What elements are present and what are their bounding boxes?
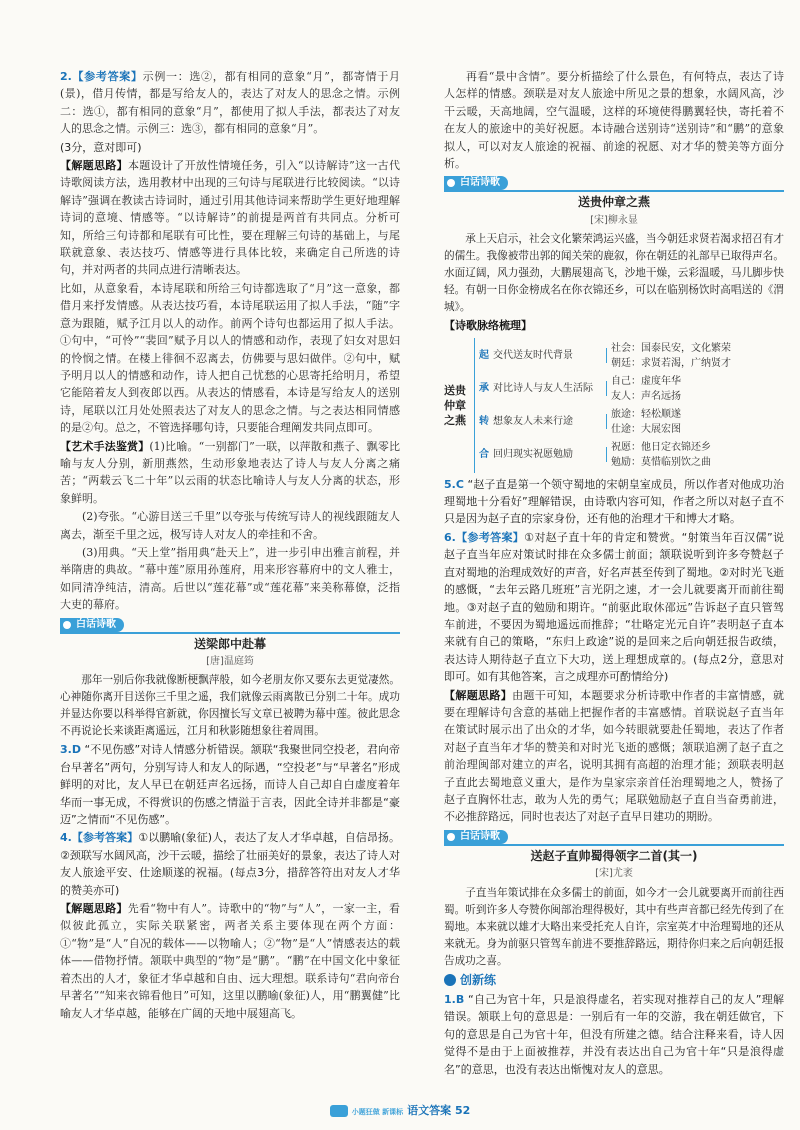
- jieti-1: [60, 157, 400, 279]
- page-footer: [300, 1102, 500, 1118]
- bullet-icon: [63, 621, 71, 629]
- section-bar-3: [444, 830, 784, 846]
- q5-body: “赵子直是第一个领守蜀地的宋朝皇室成员，所以作者对他成功治理蜀地十分看好”理解错误，由诗歌内容可知，作者之所以对赵子直不只是因为赵子直的宗家身份，还有他的治理才干和博大才略。: [444, 477, 785, 526]
- left-column: [60, 68, 400, 1023]
- branch-key: 转: [479, 416, 489, 428]
- footer-brand: 小题狂做 新课标: [351, 1108, 404, 1116]
- art-head: 【艺术手法鉴赏】: [60, 439, 150, 453]
- mind-map-root: 送贵仲章之燕: [444, 383, 466, 427]
- branch-text: 想象友人未来行途: [493, 414, 607, 429]
- innovation-icon: [444, 974, 456, 986]
- q1-head: 1.B: [444, 993, 465, 1006]
- right-column: [444, 68, 784, 1079]
- q2-note: (3分，意对即可): [60, 140, 142, 154]
- section-bar-2: [444, 176, 784, 192]
- q5-head: 5.C: [444, 477, 464, 491]
- bullet-icon: [447, 833, 455, 841]
- jieti-1-body: 本题设计了开放性情境任务，引入“以诗解诗”这一古代诗歌阅读方法，选用教材中出现的三句诗与尾联进行比较阅读。“以诗解诗”强调在教读古诗词时，通过引用其他诗词来帮助学生更好地理解诗词的意境、情感等。“以诗解诗”的前提是两首有共同点。分析可知，所给三句诗都和尾联有可比性，要在理解三句诗的基础上，与尾联就意象、表达技巧、情感等进行具体比较，来确定自己所选的诗句，并对两者的共同点进行清晰表达。: [60, 159, 400, 277]
- section-tag-1: 白话诗歌: [60, 618, 124, 632]
- q4-head: 4.【参考答案】: [60, 831, 139, 845]
- mind-map-head: 【诗歌脉络梳理】: [444, 319, 532, 333]
- q4-answer: [60, 829, 400, 899]
- jieti-1-head: 【解题思路】: [60, 159, 128, 173]
- analysis-para: 比如，从意象看，本诗尾联和所给三句诗都选取了“月”这一意象，都借月来抒发情感。从表达技巧看，本诗尾联运用了拟人手法，“随”字意为跟随，赋予江月以人的动作。前两个诗句也都运用了拟人手法。①句中，“可怜”“裴回”赋予月以人的情感和动作，表现了妇女对思妇的怜悯之情。在楼上徘徊不忍离去，仿佛要与思妇做伴。②句中，赋予明月以人的情感和动作，诗人把自己忧愁的心思寄托给明月，希望它能陪着友人到夜郎以西。从表达的情感看，本诗是写给友人的送别诗，尾联以江月处处照表达了对友人的思念之情。与之表达相同情感的是②句。总之，不管选择哪句诗，只要能合理阐发共同点即可。: [60, 281, 400, 435]
- mind-map: [444, 338, 784, 473]
- q1-body: “自己为官十年，只是浪得虚名，若实现对推荐自己的友人”理解错误。颔联上句的意思是：一别后有一年的交游，我在朝廷做官，下句的意思是自己为官十年，但没有所建之德。结合注释来看，诗人因觉得不是由于上面被推荐，并没有表达出自己为官十年“只是浪得虚名”的意思，也没有表达出惭愧对友人的意思。: [444, 993, 784, 1076]
- q3-answer: [60, 741, 400, 828]
- page-number: 52: [454, 1104, 471, 1117]
- section-tag-2: 白话诗歌: [444, 176, 508, 190]
- scene-analysis: 再看“景中含情”。要分析描绘了什么景色，有何特点，表达了诗人怎样的情感。颈联是对友人旅途中所见之景的想象，水阔风高，沙干云暖，天高地阔，空气温暖，这样的环境使得鹏翼轻快，寄托着不在友人的旅途中的美好祝愿。本诗融合送别诗“送别诗”和“鹏”的意象拟人，可以对友人旅途的祝福、前途的祝愿、对才华的赞美等方面分析。: [444, 70, 784, 171]
- q6-body: ①对赵子直十年的肯定和赞赏。“射策当年百汉儒”说赵子直当年应对策试时排在众多儒士前面；颔联说听到许多夸赞赵子直对蜀地的治理成效好的声音，好名声甚至传到了蜀地。②对时光飞逝的感慨，“去年云路几班班”言光阴之速，才一会儿就要离开而前往蜀地。③对赵子直的勉励和期许。“前驱此取休邵远”告诉赵子直只管驾车前进，不要因为蜀地遥远而推辞；“壮略定光元自许”表明赵子直本来就有自己的策略，“东归上政途”说的是回来之后向朝廷报告政绩，表达诗人期待赵子直立下大功，送上理想成章的。(每点2分，意思对即可。如有其他答案，言之成理亦可酌情给分): [444, 530, 784, 684]
- mind-branch: [479, 440, 784, 470]
- branch-leaves: 祝愿：他日定衣锦还乡 勉励：莫惜临别饮之曲: [611, 441, 711, 468]
- poem-3-title: 送赵子直帅蜀得领字二首(其一): [530, 848, 698, 863]
- branch-leaves: 自己：虚度年华 友人：声名远扬: [611, 375, 681, 402]
- jieti-2: [60, 900, 400, 1022]
- poem-1-author: [唐]温庭筠: [206, 656, 254, 667]
- branch-text: 交代送友时代背景: [493, 348, 607, 363]
- footer-label: 语文答案: [407, 1104, 452, 1117]
- jieti-3-body: 由题干可知，本题要求分析诗歌中作者的丰富情感，就要在理解诗句含意的基础上把握作者的丰富感情。首联说赵子直当年在策试时展示出了出众的才华，如今转眼就要赴任蜀地，表达了作者对赵子直当年才华的赞美和对时光飞逝的感慨；颔联追溯了赵子直之前治理闽部对建立的声名，说明其拥有高超的治理才能；颈联表明赵子直此去蜀地意义重大，是作为皇家宗亲首任治理蜀地之人，赞扬了赵子直胸怀壮志，敢为人先的勇气；尾联勉励赵子直自当奋勇前进，不必推辞路远，同时也表达了对赵子直早日建功的期盼。: [444, 688, 785, 824]
- mascot-icon: [330, 1105, 348, 1117]
- poem-1-title: 送梁郎中赴幕: [193, 636, 266, 651]
- branch-leaves: 旅途：轻松顺遂 仕途：大展宏图: [611, 408, 681, 435]
- branch-key: 合: [479, 449, 489, 461]
- mind-map-branches: [474, 338, 784, 473]
- poem-3-author: [宋]尤袤: [595, 868, 633, 880]
- art-3: (3)用典。“天上堂”指用典“赴天上”，进一步引申出雅言前程，并举隋唐的典故。“幕中莲”原用孙莲府，用来形容幕府中的文人雅士，如同清净纯洁，清高。后世以“莲花幕”或“莲花幕”来美称幕僚，泛指大吏的幕府。: [60, 545, 400, 612]
- jieti-2-body: 先看“物中有人”。诗歌中的“物”与“人”，一家一主，看似彼此孤立，实际关联紧密，两者关系主要体现在两个方面：①“物”是“人”自况的载体——以物喻人；②“物”是“人”情感表达的载体——借物抒情。颔联中典型的“物”是“鹏”。“鹏”在中国文化中象征着杰出的人才，象征才华卓越和自由、远大理想。联系诗句“君向帝台早著名”“知来衣锦看他日”可知，这里以鹏喻(象征)人，用“鹏翼健”比喻友人才华卓越，能够在广阔的天地中展翅高飞。: [60, 902, 400, 1020]
- section-tag-3: 白话诗歌: [444, 830, 508, 844]
- innovation-heading: 创新练: [444, 972, 784, 989]
- art-appreciation: [60, 438, 400, 508]
- q1-answer: [444, 991, 784, 1078]
- q5-answer: [444, 476, 784, 528]
- poem-3-text: 子直当年策试排在众多儒士的前面，如今才一会儿就要离开而前往西蜀。听到许多人夸赞你闽部治理得极好，其中有些声音都已经先传到了在蜀地。本来就以雄才大略出来受托充人自许，宗室英才中治理蜀地的还从来就无。身为前驱只管驾车前进不要推辞路远，期待你归来之后向朝廷报告成功之喜。: [444, 886, 784, 967]
- q2-body: 示例一：选②，都有相同的意象“月”，都寄情于月(景)，借月传情，都是写给友人的，表达了对友人的思念之情。示例二：选①，都有相同的意象“月”，都使用了拟人手法，都表达了对友人的思念之情。示例三：选③，都有相同的意象“月”。: [60, 70, 400, 136]
- art-1: (1)比喻。“一别都门”一联，以萍散和燕子、飘零比喻与友人分别，新朋燕然，生动形象地表达了诗人与友人分离之痛苦；“两载云飞二十年”以云雨的状态比喻诗人与友人分离的状态，形象鲜明。: [60, 439, 401, 505]
- q6-answer: [444, 529, 784, 686]
- branch-text: 对比诗人与友人生活际: [493, 381, 607, 396]
- poem-1-text: 那年一别后你我就像断梗飘萍般，如今老朋友你又要东去更觉凄然。心神随你离开目送你三千里之遥，我们就像云雨离散已分别二十年。成功并显达你要以科举得官新就，你因擅长写文章已被聘为幕中莲。彼此思念不再说论长来谈距离遥远，江月和秋影随想象往着周围。: [60, 674, 400, 738]
- branch-text: 回归现实祝愿勉励: [493, 447, 607, 462]
- q3-body: “不见伤感”对诗人情感分析错误。颔联“我聚世同空投老，君向帝台早著名”两句，分别写诗人和友人的际遇，“空投老”与“早著名”形成鲜明的对比，友人早已在朝廷声名远扬，而诗人自己却自白虚度着年华而一事无成，不得赏识的伤感之情溢于言表，因此全诗并非都是“豪迈”之情而“不见伤感”。: [60, 743, 400, 827]
- mind-branch: [479, 374, 784, 404]
- branch-key: 起: [479, 350, 489, 362]
- q2-head: 2.【参考答案】: [60, 70, 143, 83]
- mind-branch: [479, 407, 784, 437]
- jieti-3-head: 【解题思路】: [444, 688, 513, 702]
- jieti-2-head: 【解题思路】: [60, 902, 128, 916]
- jieti-3: [444, 687, 784, 826]
- q4-body: ①以鹏喻(象征)人，表达了友人才华卓越，自信昂扬。②颈联写水阔风高，沙干云暖，描绘了壮丽美好的景象，表达了诗人对友人旅途平安、仕途顺遂的祝福。(每点3分，措辞答符出对友人才华的赞美亦可): [60, 831, 400, 897]
- poem-2-text: 承上天启示，社会文化繁荣鸿运兴盛，当今朝廷求贤若渴求招召有才的儒生。我像被带出郭的闻关荣的鹿叙，你在朝廷的礼部早已取得声名。水面辽阔，风力强劲，大鹏展翅高飞，沙地干燥，云彩温暖，马儿脚步快轻。有朝一日你金榜成名在你衣锦还乡，可以在临别杨饮时高唱送的《渭城》。: [444, 233, 784, 314]
- q6-head: 6.【参考答案】: [444, 530, 525, 544]
- branch-leaves: 社会：国泰民安，文化繁荣 朝廷：求贤若渴，广纳贤才: [611, 342, 731, 369]
- q2-answer: [60, 68, 400, 138]
- section-bar-1: [60, 618, 400, 634]
- branch-key: 承: [479, 383, 489, 395]
- mind-branch: [479, 341, 784, 371]
- bullet-icon: [447, 179, 455, 187]
- poem-2-author: [宋]柳永显: [590, 214, 638, 226]
- poem-2-title: 送贵仲章之燕: [577, 195, 650, 210]
- art-2: (2)夸张。“心游目送三千里”以夸张与传统写诗人的视线跟随友人离去，渐至千里之远，极写诗人对友人的牵挂和不舍。: [60, 510, 400, 541]
- q3-head: 3.D: [60, 743, 81, 757]
